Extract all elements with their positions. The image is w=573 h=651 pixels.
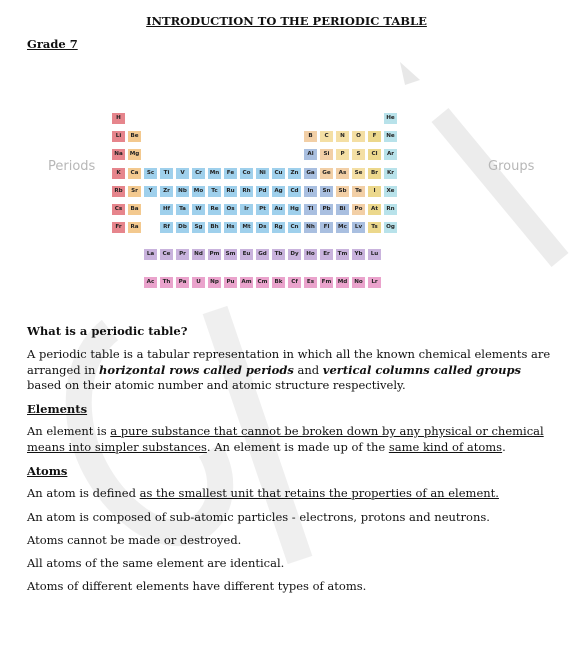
element-mo: Mo (191, 185, 206, 198)
element-ag: Ag (271, 185, 286, 198)
atom-definition (27, 486, 552, 502)
element-cm: Cm (255, 276, 270, 289)
element-f: F (367, 130, 382, 143)
element-sn: Sn (319, 185, 334, 198)
element-as: As (335, 167, 350, 180)
element-fe: Fe (223, 167, 238, 180)
element-ts: Ts (367, 221, 382, 234)
element-n: N (335, 130, 350, 143)
element-i: I (367, 185, 382, 198)
element-dy: Dy (287, 248, 302, 261)
element-lv: Lv (351, 221, 366, 234)
element-mg: Mg (127, 148, 142, 161)
element-fm: Fm (319, 276, 334, 289)
periods-emphasis: horizontal rows called periods (99, 362, 294, 377)
element-pd: Pd (255, 185, 270, 198)
element-h: H (111, 112, 126, 125)
element-ta: Ta (175, 203, 190, 216)
element-xe: Xe (383, 185, 398, 198)
periodic-table-figure (0, 0, 573, 300)
element-nd: Nd (191, 248, 206, 261)
element-cf: Cf (287, 276, 302, 289)
groups-label: Groups (488, 159, 535, 174)
element-co: Co (239, 167, 254, 180)
element-b: B (303, 130, 318, 143)
element-sc: Sc (143, 167, 158, 180)
element-ga: Ga (303, 167, 318, 180)
element-re: Re (207, 203, 222, 216)
element-se: Se (351, 167, 366, 180)
element-fr: Fr (111, 221, 126, 234)
element-cl: Cl (367, 148, 382, 161)
element-cr: Cr (191, 167, 206, 180)
element-bk: Bk (271, 276, 286, 289)
element-in: In (303, 185, 318, 198)
element-ar: Ar (383, 148, 398, 161)
element-w: W (191, 203, 206, 216)
element-ru: Ru (223, 185, 238, 198)
element-ti: Ti (159, 167, 174, 180)
periodic-table-heading: What is a periodic table? (27, 324, 188, 338)
definition-text: based on their atomic number and atomic structure respectively. (27, 378, 406, 392)
element-hg: Hg (287, 203, 302, 216)
element-th: Th (159, 276, 174, 289)
element-s: S (351, 148, 366, 161)
element-po: Po (351, 203, 366, 216)
elements-heading: Elements (27, 402, 88, 416)
element-ni: Ni (255, 167, 270, 180)
element-db: Db (175, 221, 190, 234)
element-br: Br (367, 167, 382, 180)
element-rn: Rn (383, 203, 398, 216)
element-bi: Bi (335, 203, 350, 216)
definition-text: A periodic table is a tabular representation in which all the known chemical elements are arranged in (27, 347, 551, 377)
element-ne: Ne (383, 130, 398, 143)
element-ce: Ce (159, 248, 174, 261)
element-rg: Rg (271, 221, 286, 234)
element-ra: Ra (127, 221, 142, 234)
element-he: He (383, 112, 398, 125)
atoms-heading: Atoms (27, 464, 68, 478)
definition-text: An element is (27, 424, 111, 438)
element-es: Es (303, 276, 318, 289)
element-no: No (351, 276, 366, 289)
element-md: Md (335, 276, 350, 289)
periods-label: Periods (48, 159, 96, 174)
elements-definition (27, 424, 552, 455)
element-cs: Cs (111, 203, 126, 216)
element-ds: Ds (255, 221, 270, 234)
element-te: Te (351, 185, 366, 198)
element-cd: Cd (287, 185, 302, 198)
element-am: Am (239, 276, 254, 289)
element-yb: Yb (351, 248, 366, 261)
element-hf: Hf (159, 203, 174, 216)
atom-composition: An atom is composed of sub-atomic particles - electrons, protons and neutrons. (27, 510, 490, 524)
element-si: Si (319, 148, 334, 161)
element-k: K (111, 167, 126, 180)
element-hs: Hs (223, 221, 238, 234)
element-gd: Gd (255, 248, 270, 261)
element-cn: Cn (287, 221, 302, 234)
element-er: Er (319, 248, 334, 261)
element-c: C (319, 130, 334, 143)
element-au: Au (271, 203, 286, 216)
element-rf: Rf (159, 221, 174, 234)
groups-emphasis: vertical columns called groups (322, 362, 521, 377)
element-ho: Ho (303, 248, 318, 261)
element-tb: Tb (271, 248, 286, 261)
element-sm: Sm (223, 248, 238, 261)
element-pa: Pa (175, 276, 190, 289)
atom-fact-2: All atoms of the same element are identical. (27, 556, 285, 570)
element-u: U (191, 276, 206, 289)
document-title: INTRODUCTION TO THE PERIODIC TABLE (146, 14, 427, 28)
element-pu: Pu (223, 276, 238, 289)
element-nb: Nb (175, 185, 190, 198)
element-p: P (335, 148, 350, 161)
element-li: Li (111, 130, 126, 143)
element-rb: Rb (111, 185, 126, 198)
element-na: Na (111, 148, 126, 161)
element-tc: Tc (207, 185, 222, 198)
element-og: Og (383, 221, 398, 234)
element-nh: Nh (303, 221, 318, 234)
element-pb: Pb (319, 203, 334, 216)
definition-text: . An element is made up of the (206, 439, 389, 454)
element-os: Os (223, 203, 238, 216)
element-eu: Eu (239, 248, 254, 261)
element-lu: Lu (367, 248, 382, 261)
element-at: At (367, 203, 382, 216)
element-tl: Tl (303, 203, 318, 216)
element-la: La (143, 248, 158, 261)
element-sb: Sb (335, 185, 350, 198)
element-ca: Ca (127, 167, 142, 180)
periodic-table-definition (27, 347, 552, 394)
element-bh: Bh (207, 221, 222, 234)
element-sg: Sg (191, 221, 206, 234)
element-zr: Zr (159, 185, 174, 198)
element-kr: Kr (383, 167, 398, 180)
same-kind-underlined: same kind of atoms (388, 439, 503, 454)
definition-text: and (293, 362, 323, 377)
element-pr: Pr (175, 248, 190, 261)
element-cu: Cu (271, 167, 286, 180)
element-mc: Mc (335, 221, 350, 234)
element-al: Al (303, 148, 318, 161)
definition-text: . (502, 439, 506, 454)
element-pt: Pt (255, 203, 270, 216)
grade-label: Grade 7 (27, 37, 78, 51)
element-mt: Mt (239, 221, 254, 234)
element-ba: Ba (127, 203, 142, 216)
element-pm: Pm (207, 248, 222, 261)
element-ge: Ge (319, 167, 334, 180)
element-y: Y (143, 185, 158, 198)
definition-text: An atom is defined (27, 486, 140, 500)
element-be: Be (127, 130, 142, 143)
element-v: V (175, 167, 190, 180)
element-ir: Ir (239, 203, 254, 216)
element-ac: Ac (143, 276, 158, 289)
element-definition-underlined: a pure substance that cannot be broken down by any physical or chemical means into simpler substances (27, 424, 544, 454)
element-zn: Zn (287, 167, 302, 180)
atom-fact-1: Atoms cannot be made or destroyed. (27, 533, 242, 547)
element-lr: Lr (367, 276, 382, 289)
element-o: O (351, 130, 366, 143)
element-mn: Mn (207, 167, 222, 180)
element-rh: Rh (239, 185, 254, 198)
element-sr: Sr (127, 185, 142, 198)
atom-fact-3: Atoms of different elements have different types of atoms. (27, 579, 367, 593)
atom-definition-underlined: as the smallest unit that retains the properties of an element. (139, 486, 499, 500)
element-np: Np (207, 276, 222, 289)
element-fl: Fl (319, 221, 334, 234)
element-tm: Tm (335, 248, 350, 261)
